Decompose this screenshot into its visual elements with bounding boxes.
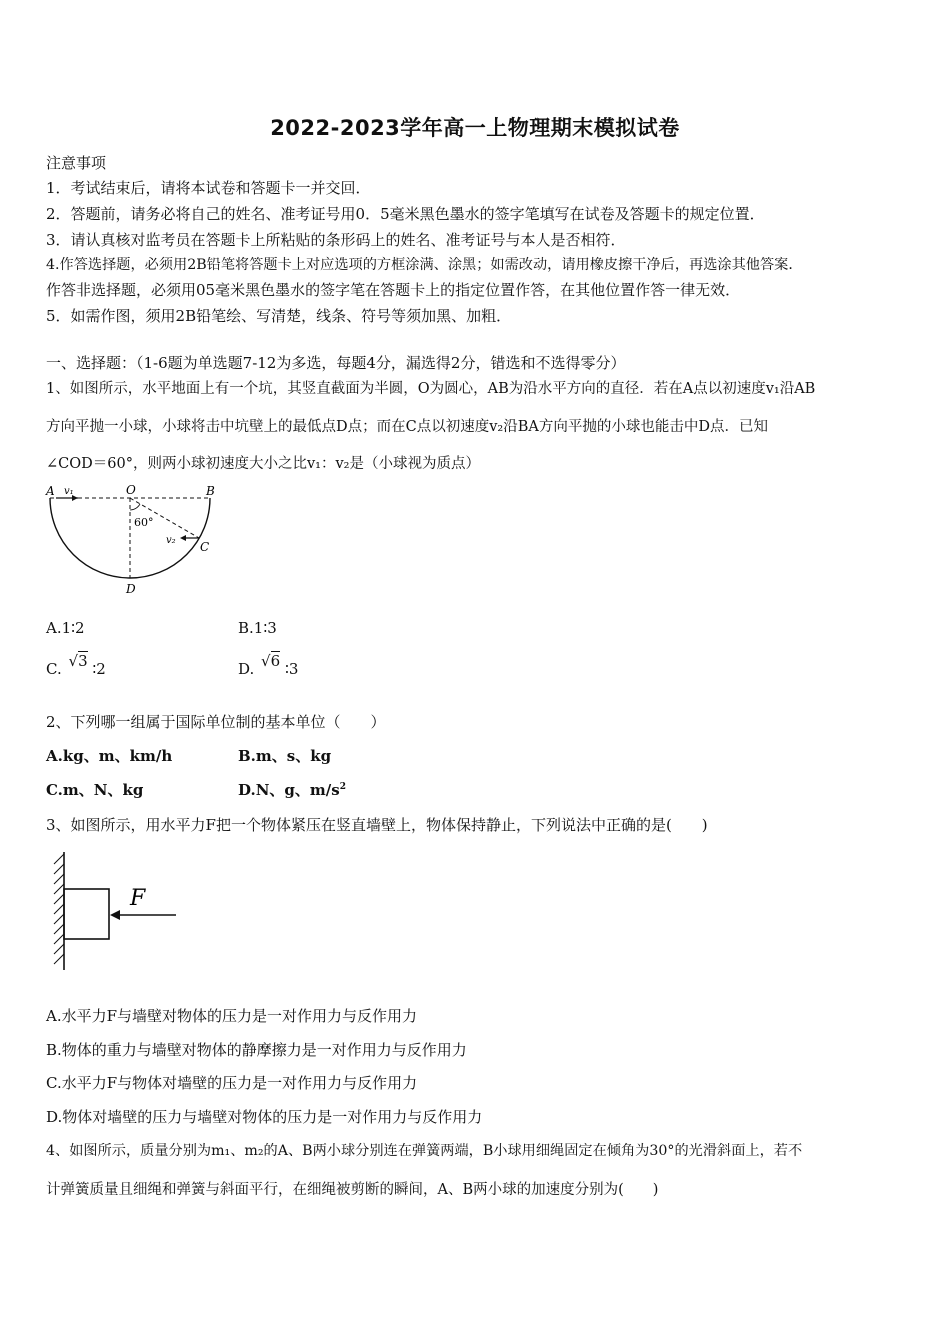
angle-arc <box>130 504 140 510</box>
notes-heading: 注意事项 <box>46 154 107 172</box>
q1-option-c-prefix: C. <box>46 660 62 678</box>
label-c: C <box>200 540 210 554</box>
label-b: B <box>206 484 215 498</box>
q2-option-d-base: D.N、g、m/s <box>238 781 340 799</box>
q1-option-d-suffix: ∶3 <box>284 660 299 678</box>
q2-option-d <box>238 779 346 800</box>
label-v1: v₁ <box>64 486 74 497</box>
label-f: F <box>130 886 146 911</box>
q1-option-c-suffix: ∶2 <box>92 660 106 678</box>
page-title: 2022-2023学年高一上物理期末模拟试卷 <box>270 116 680 140</box>
q1-option-d-prefix: D. <box>238 660 255 678</box>
q2-option-c: C.m、N、kg <box>46 781 144 799</box>
q1-stem-line1: 1、如图所示，水平地面上有一个坑，其竖直截面为半圆，O为圆心，AB为沿水平方向的直径．若在A点以初速度v₁沿AB <box>46 381 816 397</box>
label-a: A <box>46 484 55 498</box>
note-3: 3．请认真核对监考员在答题卡上所粘贴的条形码上的姓名、准考证号与本人是否相符． <box>46 231 626 249</box>
q1-option-d-radicand: 6 <box>270 652 281 670</box>
q1-option-c-radicand: 3 <box>78 652 88 670</box>
q3-option-d: D.物体对墙壁的压力与墙壁对物体的压力是一对作用力与反作用力 <box>46 1108 483 1126</box>
block <box>64 889 109 939</box>
v2-arrow-head <box>180 535 186 541</box>
q1-option-c-radical: √3 <box>68 652 88 670</box>
q1-option-d <box>238 652 299 678</box>
q1-semicircle-figure <box>40 480 230 600</box>
force-arrow-head <box>110 910 120 920</box>
q2-option-d-exponent: 2 <box>339 782 346 792</box>
note-5: 5．如需作图，须用2B铅笔绘、写清楚，线条、符号等须加黑、加粗． <box>46 307 512 325</box>
q1-option-b: B.1∶3 <box>238 619 277 637</box>
label-angle: 60° <box>134 516 154 529</box>
note-4-cont: 作答非选择题，必须用05毫米黑色墨水的签字笔在答题卡上的指定位置作答，在其他位置作答一律无效． <box>46 281 741 299</box>
label-o: O <box>126 483 136 497</box>
q1-option-c <box>46 652 106 678</box>
q1-option-a: A.1∶2 <box>46 619 85 637</box>
wall-hatching <box>54 854 64 964</box>
note-4: 4.作答选择题，必须用2B铅笔将答题卡上对应选项的方框涂满、涂黑；如需改动，请用橡皮擦干净后，再选涂其他答案． <box>46 257 803 273</box>
q1-stem-line3: ∠COD＝60°，则两小球初速度大小之比v₁：v₂是（小球视为质点） <box>46 456 480 472</box>
q3-option-b: B.物体的重力与墙壁对物体的静摩擦力是一对作用力与反作用力 <box>46 1041 467 1059</box>
q4-stem-line1: 4、如图所示，质量分别为m₁、m₂的A、B两小球分别连在弹簧两端，B小球用细绳固定在倾角为30°的光滑斜面上，若不 <box>46 1143 803 1159</box>
q1-option-d-radical: √6 <box>261 652 281 670</box>
q3-wall-figure <box>40 848 190 973</box>
label-v2: v₂ <box>166 535 176 546</box>
q2-option-b: B.m、s、kg <box>238 747 332 765</box>
section-heading: 一、选择题：（1-6题为单选题7-12为多选，每题4分，漏选得2分，错选和不选得零分） <box>46 354 626 372</box>
q2-stem: 2、下列哪一组属于国际单位制的基本单位（ ） <box>46 713 386 731</box>
note-2: 2．答题前，请务必将自己的姓名、准考证号用0．5毫米黑色墨水的签字笔填写在试卷及答题卡的规定位置． <box>46 205 765 223</box>
q1-stem-line2: 方向平抛一小球，小球将击中坑壁上的最低点D点；而在C点以初速度v₂沿BA方向平抛的小球也能击中D点．已知 <box>46 419 768 435</box>
q3-option-a: A.水平力F与墙壁对物体的压力是一对作用力与反作用力 <box>46 1007 418 1025</box>
q4-stem-line2: 计弹簧质量且细绳和弹簧与斜面平行，在细绳被剪断的瞬间，A、B两小球的加速度分别为( ) <box>46 1182 659 1198</box>
q2-option-a: A.kg、m、km/h <box>46 747 173 765</box>
q3-option-c: C.水平力F与物体对墙壁的压力是一对作用力与反作用力 <box>46 1074 418 1092</box>
q3-stem: 3、如图所示，用水平力F把一个物体紧压在竖直墙壁上，物体保持静止，下列说法中正确的是( ) <box>46 816 708 834</box>
note-1: 1．考试结束后，请将本试卷和答题卡一并交回． <box>46 179 371 197</box>
label-d: D <box>126 582 136 596</box>
